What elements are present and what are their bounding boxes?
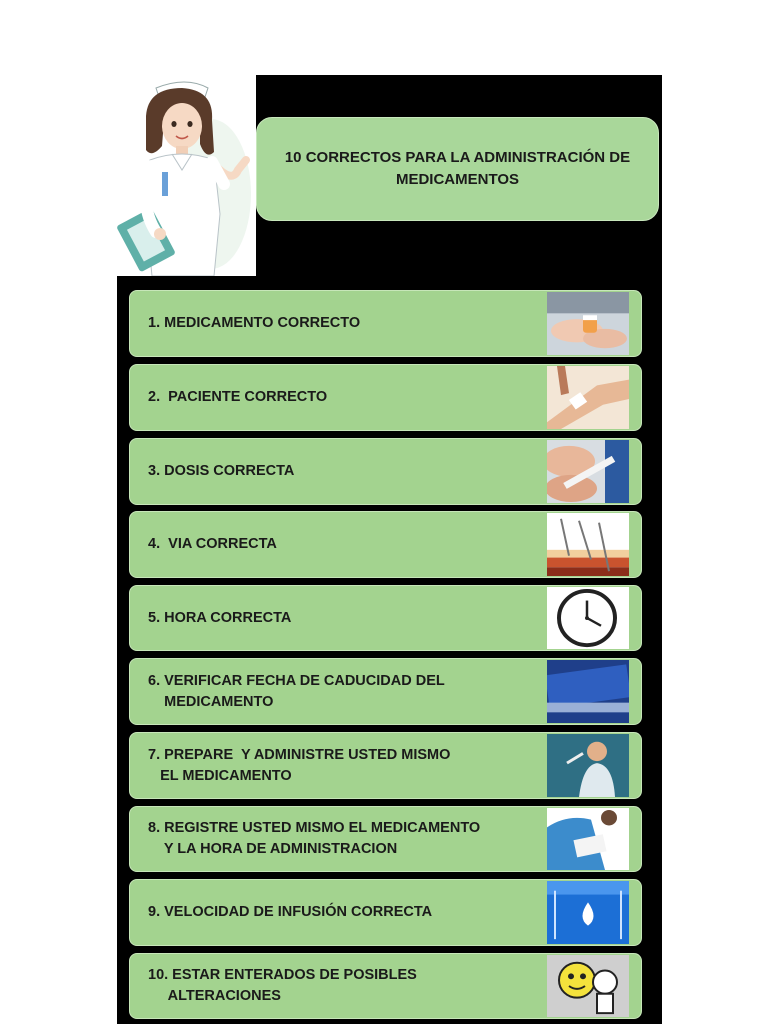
reaction-smiley-icon [547, 955, 629, 1017]
list-item-7 [129, 732, 642, 799]
syringe-dose-photo [547, 440, 629, 503]
medication-hands-photo [547, 292, 629, 355]
item-label: 1. MEDICAMENTO CORRECTO [148, 315, 361, 331]
nurse-illustration [116, 74, 256, 276]
item-label: 9. VELOCIDAD DE INFUSIÓN CORRECTA [148, 904, 433, 920]
list-item-10 [129, 953, 642, 1019]
item-label: 8. REGISTRE USTED MISMO EL MEDICAMENTO Y LA HORA DE ADMINISTRACION [148, 820, 481, 857]
list-item-8 [129, 806, 642, 872]
item-label: 10. ESTAR ENTERADOS DE POSIBLES ALTERACIONES [148, 967, 417, 1004]
patient-wristband-photo [547, 366, 629, 429]
poster-title: 10 CORRECTOS PARA LA ADMINISTRACIÓN DE MEDICAMENTOS [284, 149, 631, 188]
nurse-preparing-syringe-photo [547, 734, 629, 797]
nurse-writing-record-photo [547, 808, 629, 870]
item-label: 6. VERIFICAR FECHA DE CADUCIDAD DEL MEDICAMENTO [148, 672, 445, 710]
list-item-1 [129, 290, 642, 357]
list-item-5 [129, 585, 642, 651]
item-label: 7. PREPARE Y ADMINISTRE USTED MISMO EL MEDICAMENTO [148, 746, 451, 784]
item-label: 4. VIA CORRECTA [148, 536, 277, 552]
item-label: 3. DOSIS CORRECTA [148, 463, 295, 479]
list-item-2 [129, 364, 642, 431]
list-item-6 [129, 658, 642, 725]
list-item-4 [129, 511, 642, 578]
expiry-date-label-photo [547, 660, 629, 723]
item-label: 5. HORA CORRECTA [148, 609, 292, 626]
item-label: 2. PACIENTE CORRECTO [148, 389, 328, 405]
clock-icon [547, 587, 629, 649]
list-item-3 [129, 438, 642, 505]
poster-title-box [256, 117, 659, 221]
infusion-drop-icon [547, 881, 629, 944]
list-item-9 [129, 879, 642, 946]
injection-route-diagram [547, 513, 629, 576]
